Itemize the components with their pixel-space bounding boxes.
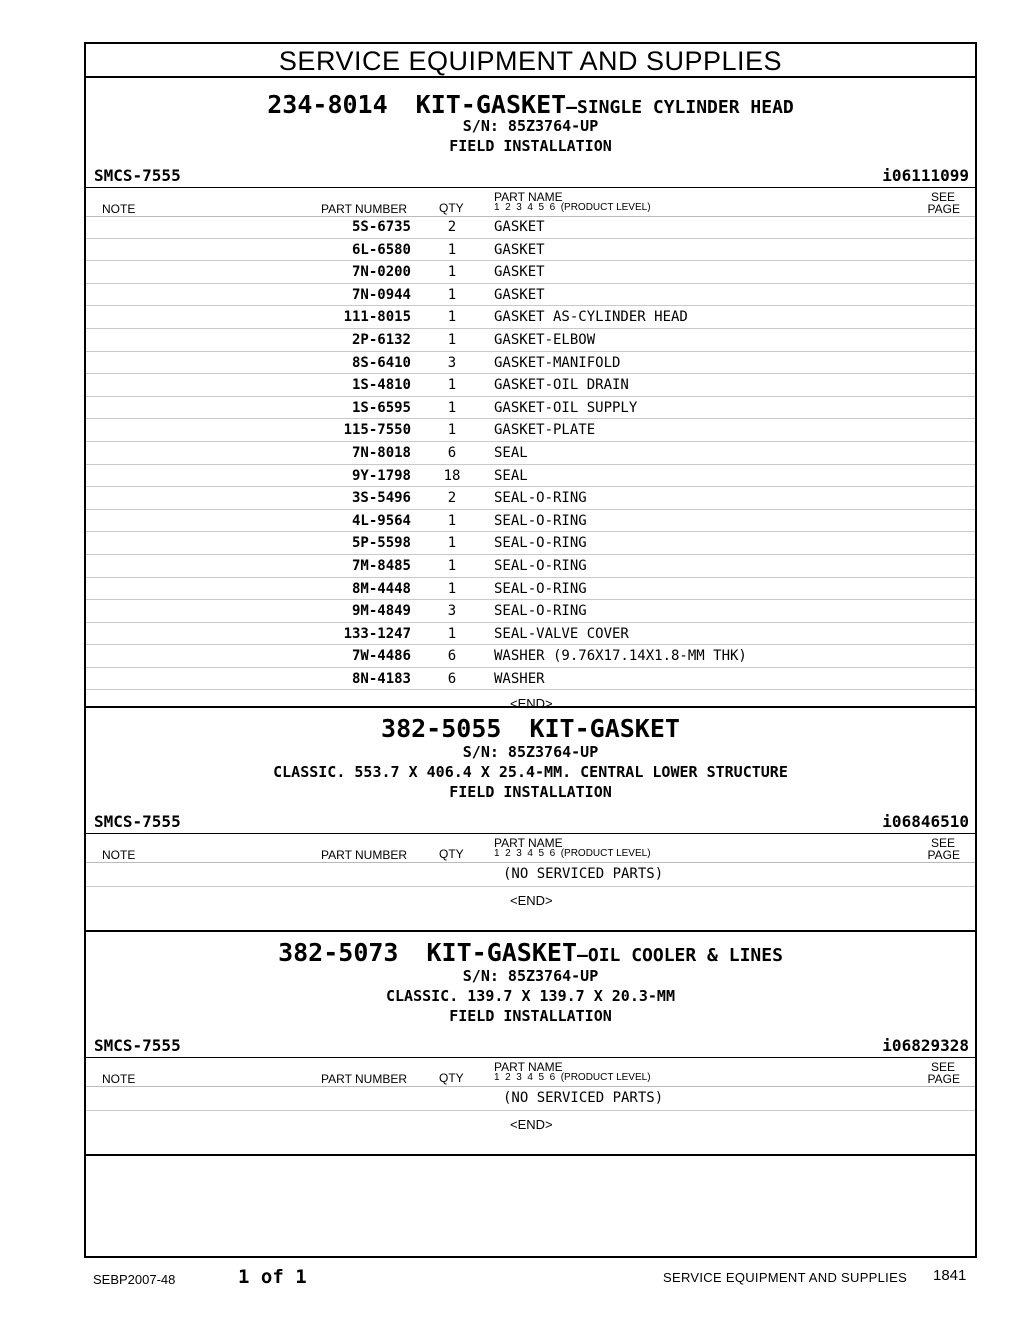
smcs-code: SMCS-7555 xyxy=(94,812,181,831)
header-part-name: PART NAME xyxy=(494,836,563,850)
part-name-cell: SEAL xyxy=(494,467,528,484)
kit-title xyxy=(86,90,975,119)
part-name-cell: WASHER xyxy=(494,670,545,687)
section-id: i06829328 xyxy=(882,1036,969,1055)
kit-part-number: 382-5055 xyxy=(381,714,502,743)
header-part-name: PART NAME xyxy=(494,1060,563,1074)
qty-cell: 18 xyxy=(443,467,461,484)
qty-cell: 1 xyxy=(447,286,457,303)
kit-section-382-5055 xyxy=(86,708,975,932)
installation-line: FIELD INSTALLATION xyxy=(449,1007,612,1025)
part-number-cell: 9Y-1798 xyxy=(351,467,411,484)
part-name-cell: GASKET xyxy=(494,286,545,303)
header-note: NOTE xyxy=(102,848,136,862)
installation-line: FIELD INSTALLATION xyxy=(449,137,612,155)
part-number-cell: 5P-5598 xyxy=(351,535,411,552)
header-see: SEE xyxy=(930,836,955,850)
part-number-cell: 5S-6735 xyxy=(351,219,411,235)
qty-cell: 1 xyxy=(447,422,457,439)
part-name-cell: SEAL-O-RING xyxy=(494,512,587,529)
part-name-cell: GASKET-PLATE xyxy=(494,422,596,439)
kit-name-suffix: —SINGLE CYLINDER HEAD xyxy=(566,97,794,118)
column-header xyxy=(86,187,975,217)
end-marker-row xyxy=(86,887,975,911)
no-serviced-parts: (NO SERVICED PARTS) xyxy=(503,866,664,882)
part-name-cell: GASKET-MANIFOLD xyxy=(494,354,621,371)
footer-title: SERVICE EQUIPMENT AND SUPPLIES xyxy=(663,1270,908,1285)
header-product-level: 1 2 3 4 5 6 (PRODUCT LEVEL) xyxy=(494,848,651,859)
footer-document-number: SEBP2007-48 xyxy=(93,1272,176,1287)
table-row xyxy=(86,397,975,420)
part-number-cell: 6L-6580 xyxy=(351,241,411,258)
part-number-cell: 8N-4183 xyxy=(351,670,411,687)
kit-part-number: 382-5073 xyxy=(278,938,399,967)
part-name-cell: GASKET-ELBOW xyxy=(494,331,596,348)
qty-cell: 1 xyxy=(447,625,457,642)
parts-table xyxy=(86,1086,975,1135)
header-part-number: PART NUMBER xyxy=(321,848,408,862)
part-name-cell: SEAL-O-RING xyxy=(494,490,587,507)
kit-name: KIT-GASKET xyxy=(415,90,567,119)
kit-name: KIT-GASKET xyxy=(426,938,578,967)
header-qty: QTY xyxy=(439,201,464,215)
qty-cell: 1 xyxy=(447,264,457,281)
part-number-cell: 1S-6595 xyxy=(351,399,411,416)
header-part-number: PART NUMBER xyxy=(321,1072,408,1086)
serial-number-line: S/N: 85Z3764-UP xyxy=(462,743,599,761)
no-serviced-parts: (NO SERVICED PARTS) xyxy=(503,1090,664,1106)
part-number-cell: 1S-4810 xyxy=(351,377,411,394)
qty-cell: 6 xyxy=(447,444,457,461)
qty-cell: 1 xyxy=(447,512,457,529)
part-number-cell: 133-1247 xyxy=(343,625,411,642)
part-name-cell: GASKET xyxy=(494,219,545,235)
qty-cell: 1 xyxy=(447,535,457,552)
footer-page-count: 1 of 1 xyxy=(238,1266,307,1288)
table-row xyxy=(86,284,975,307)
qty-cell: 1 xyxy=(447,399,457,416)
part-number-cell: 7W-4486 xyxy=(351,648,411,665)
header-product-level: 1 2 3 4 5 6 (PRODUCT LEVEL) xyxy=(494,202,651,213)
header-note: NOTE xyxy=(102,202,136,216)
header-product-level: 1 2 3 4 5 6 (PRODUCT LEVEL) xyxy=(494,1072,651,1083)
qty-cell: 3 xyxy=(447,603,457,620)
part-number-cell: 7N-0944 xyxy=(351,286,411,303)
kit-title xyxy=(86,714,975,743)
kit-name-suffix: —OIL COOLER & LINES xyxy=(577,945,783,966)
table-row xyxy=(86,465,975,488)
description-line: CLASSIC. 139.7 X 139.7 X 20.3-MM xyxy=(386,987,675,1005)
qty-cell: 1 xyxy=(447,377,457,394)
serial-number-line: S/N: 85Z3764-UP xyxy=(462,967,599,985)
part-number-cell: 8M-4448 xyxy=(351,580,411,597)
part-name-cell: SEAL-O-RING xyxy=(494,557,587,574)
part-name-cell: SEAL-O-RING xyxy=(494,580,587,597)
qty-cell: 1 xyxy=(447,557,457,574)
part-number-cell: 8S-6410 xyxy=(351,354,411,371)
table-row xyxy=(86,329,975,352)
qty-cell: 1 xyxy=(447,580,457,597)
no-serviced-parts-row xyxy=(86,862,975,887)
part-number-cell: 2P-6132 xyxy=(351,331,411,348)
end-marker: <END> xyxy=(510,696,553,712)
table-row xyxy=(86,623,975,646)
part-name-cell: SEAL xyxy=(494,444,528,461)
description-line: CLASSIC. 553.7 X 406.4 X 25.4-MM. CENTRAL LOWER STRUCTURE xyxy=(273,763,788,781)
installation-line: FIELD INSTALLATION xyxy=(449,783,612,801)
header-note: NOTE xyxy=(102,1072,136,1086)
table-row xyxy=(86,510,975,533)
qty-cell: 1 xyxy=(447,241,457,258)
part-number-cell: 3S-5496 xyxy=(351,490,411,507)
footer-page-number: 1841 xyxy=(933,1267,967,1284)
qty-cell: 2 xyxy=(447,490,457,507)
header-qty: QTY xyxy=(439,1071,464,1085)
page-frame xyxy=(84,42,977,1258)
part-name-cell: SEAL-O-RING xyxy=(494,535,587,552)
qty-cell: 3 xyxy=(447,354,457,371)
table-row xyxy=(86,600,975,623)
smcs-code: SMCS-7555 xyxy=(94,1036,181,1055)
table-row xyxy=(86,306,975,329)
no-serviced-parts-row xyxy=(86,1086,975,1111)
header-qty: QTY xyxy=(439,847,464,861)
header-page: PAGE xyxy=(927,1072,960,1086)
smcs-code: SMCS-7555 xyxy=(94,166,181,185)
qty-cell: 1 xyxy=(447,309,457,326)
kit-name: KIT-GASKET xyxy=(529,714,680,743)
kit-section-382-5073 xyxy=(86,932,975,1156)
table-row xyxy=(86,668,975,691)
end-marker: <END> xyxy=(510,893,553,908)
part-name-cell: GASKET xyxy=(494,264,545,281)
section-id: i06846510 xyxy=(882,812,969,831)
part-name-cell: GASKET AS-CYLINDER HEAD xyxy=(494,309,688,326)
part-name-cell: GASKET-OIL DRAIN xyxy=(494,377,629,394)
end-marker-row xyxy=(86,1111,975,1135)
header-see: SEE xyxy=(930,1060,955,1074)
parts-table xyxy=(86,862,975,911)
table-row xyxy=(86,352,975,375)
part-name-cell: SEAL-VALVE COVER xyxy=(494,625,629,642)
part-name-cell: GASKET xyxy=(494,241,545,258)
serial-number-line: S/N: 85Z3764-UP xyxy=(462,117,599,135)
qty-cell: 6 xyxy=(447,670,457,687)
part-number-cell: 4L-9564 xyxy=(351,512,411,529)
table-row xyxy=(86,261,975,284)
end-marker: <END> xyxy=(510,1117,553,1132)
qty-cell: 1 xyxy=(447,331,457,348)
part-number-cell: 7M-8485 xyxy=(351,557,411,574)
part-number-cell: 7N-8018 xyxy=(351,444,411,461)
parts-table xyxy=(86,216,975,714)
table-row xyxy=(86,239,975,262)
part-number-cell: 111-8015 xyxy=(343,309,411,326)
qty-cell: 6 xyxy=(447,648,457,665)
header-see: SEE xyxy=(930,190,955,204)
part-number-cell: 115-7550 xyxy=(343,422,411,439)
kit-title xyxy=(86,938,975,967)
kit-part-number: 234-8014 xyxy=(267,90,388,119)
kit-section-234-8014 xyxy=(86,78,975,712)
column-header xyxy=(86,1057,975,1087)
table-row xyxy=(86,555,975,578)
table-row xyxy=(86,645,975,668)
table-row xyxy=(86,419,975,442)
column-header xyxy=(86,833,975,863)
table-row xyxy=(86,374,975,397)
page-title: SERVICE EQUIPMENT AND SUPPLIES xyxy=(86,44,975,78)
section-id: i06111099 xyxy=(882,166,969,185)
header-page: PAGE xyxy=(927,848,960,862)
table-row xyxy=(86,216,975,239)
part-name-cell: WASHER (9.76X17.14X1.8-MM THK) xyxy=(494,648,747,665)
part-number-cell: 7N-0200 xyxy=(351,264,411,281)
part-number-cell: 9M-4849 xyxy=(351,603,411,620)
table-row xyxy=(86,487,975,510)
part-name-cell: SEAL-O-RING xyxy=(494,603,587,620)
table-row xyxy=(86,532,975,555)
part-name-cell: GASKET-OIL SUPPLY xyxy=(494,399,638,416)
qty-cell: 2 xyxy=(447,219,457,235)
header-part-number: PART NUMBER xyxy=(321,202,408,216)
header-page: PAGE xyxy=(927,202,960,216)
table-row xyxy=(86,578,975,601)
header-part-name: PART NAME xyxy=(494,190,563,204)
table-row xyxy=(86,442,975,465)
